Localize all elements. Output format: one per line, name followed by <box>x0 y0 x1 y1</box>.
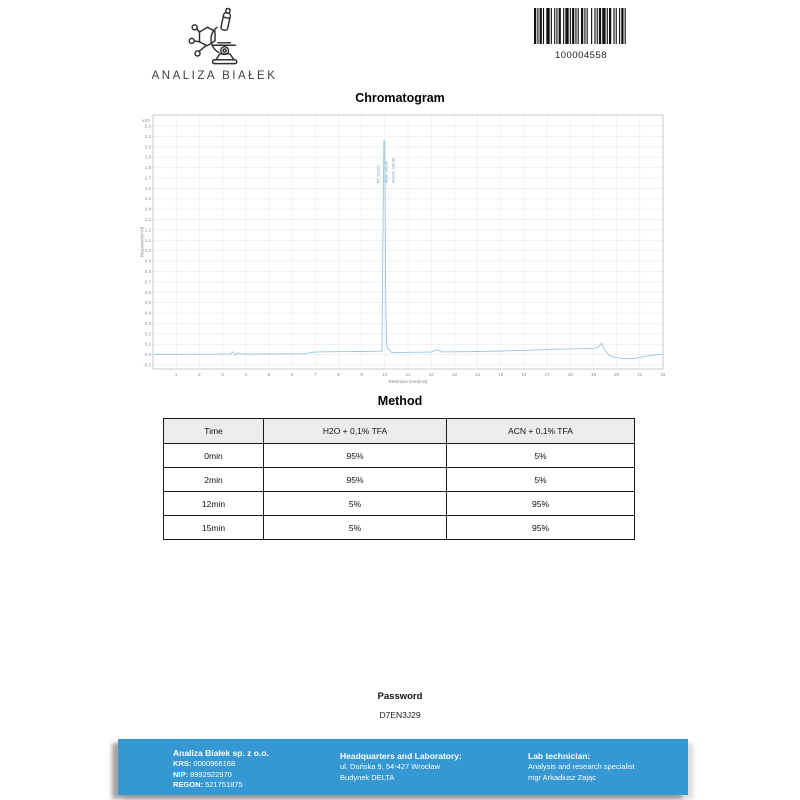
table-row <box>164 492 635 516</box>
footer-company-name: Analiza Białek sp. z o.o. <box>173 748 269 758</box>
svg-text:2: 2 <box>198 372 201 377</box>
svg-text:16: 16 <box>521 372 527 377</box>
footer-technician-block <box>528 750 635 783</box>
table-row <box>164 444 635 468</box>
cell-h2o: 95% <box>264 444 447 468</box>
svg-text:0.5: 0.5 <box>144 300 151 306</box>
microscope-molecule-icon <box>184 6 246 68</box>
svg-text:0.4: 0.4 <box>144 310 151 316</box>
svg-text:12: 12 <box>428 372 434 377</box>
svg-text:0.9: 0.9 <box>144 258 151 264</box>
svg-text:22: 22 <box>660 372 666 377</box>
footer-address-line2: Budynek DELTA <box>340 772 395 782</box>
barcode-number: 100004558 <box>554 50 608 61</box>
svg-text:11: 11 <box>405 372 411 377</box>
table-row <box>164 516 635 540</box>
regon-label: REGON: <box>173 780 203 789</box>
cell-h2o: 5% <box>264 492 447 516</box>
svg-text:1.6: 1.6 <box>144 185 151 191</box>
svg-text:0.7: 0.7 <box>144 279 151 285</box>
cell-h2o: 5% <box>264 516 447 540</box>
svg-text:1.9: 1.9 <box>144 154 151 160</box>
svg-text:4: 4 <box>244 372 247 377</box>
svg-text:-0.1: -0.1 <box>143 362 151 368</box>
method-table <box>163 418 635 540</box>
svg-text:3: 3 <box>221 372 224 377</box>
footer-krs-line <box>173 759 269 770</box>
nip-label: NIP: <box>173 769 188 779</box>
footer-address-block <box>340 750 462 783</box>
footer-technician-line1: Analysis and research specialist <box>528 762 635 771</box>
footer-address-title: Headquarters and Laboratory: <box>340 751 462 761</box>
svg-text:1.2: 1.2 <box>144 227 151 233</box>
svg-text:20: 20 <box>614 372 620 377</box>
cell-time: 15min <box>164 516 264 540</box>
col-header-acn: ACN + 0,1% TFA <box>447 419 635 444</box>
password-section <box>0 691 800 720</box>
cell-acn: 5% <box>447 468 635 492</box>
svg-text:1.7: 1.7 <box>144 175 151 181</box>
cell-time: 2min <box>164 468 264 492</box>
svg-text:0.6: 0.6 <box>144 289 151 295</box>
regon-value: 521751875 <box>203 780 243 789</box>
footer-address-line1: ul. Duńska 9, 54-427 Wrocław <box>340 762 440 771</box>
svg-text:0.3: 0.3 <box>144 320 151 326</box>
logo-wordmark: ANALIZA BIAŁEK <box>151 70 278 82</box>
footer <box>118 739 688 795</box>
svg-text:2.1: 2.1 <box>144 133 151 139</box>
svg-text:14: 14 <box>475 372 481 377</box>
footer-regon-line <box>173 780 269 791</box>
svg-text:8: 8 <box>337 372 340 377</box>
barcode-block <box>531 8 631 61</box>
chromatogram-title: Chromatogram <box>355 91 445 105</box>
svg-text:Response[mAU]: Response[mAU] <box>140 226 145 258</box>
footer-nip-line <box>173 770 269 781</box>
svg-text:1.1: 1.1 <box>144 237 151 243</box>
svg-text:15: 15 <box>498 372 504 377</box>
svg-text:13: 13 <box>451 372 457 377</box>
cell-acn: 95% <box>447 492 635 516</box>
svg-text:Area%: 100.00: Area%: 100.00 <box>391 157 396 183</box>
svg-text:19: 19 <box>590 372 596 377</box>
chromatogram-chart <box>140 110 670 395</box>
svg-text:1.3: 1.3 <box>144 217 151 223</box>
svg-text:18: 18 <box>567 372 573 377</box>
svg-text:1.4: 1.4 <box>144 206 151 212</box>
cell-time: 0min <box>164 444 264 468</box>
svg-text:x10¹: x10¹ <box>142 118 151 123</box>
svg-text:0.2: 0.2 <box>144 331 151 337</box>
cell-time: 12min <box>164 492 264 516</box>
svg-text:21: 21 <box>637 372 643 377</box>
svg-text:Retention time[min]: Retention time[min] <box>388 379 428 384</box>
svg-text:17: 17 <box>544 372 550 377</box>
cell-acn: 95% <box>447 516 635 540</box>
krs-value: 0000966168 <box>191 759 236 768</box>
password-label: Password <box>377 691 423 702</box>
svg-text:5: 5 <box>267 372 271 377</box>
svg-text:RT 10.023: RT 10.023 <box>376 165 381 183</box>
svg-text:2.2: 2.2 <box>144 123 151 129</box>
barcode <box>534 8 628 44</box>
nip-value: 8992922970 <box>188 769 232 779</box>
svg-text:0.0: 0.0 <box>144 352 151 358</box>
svg-text:Area: 100.00: Area: 100.00 <box>384 161 389 183</box>
cell-h2o: 95% <box>264 468 447 492</box>
footer-technician-line2: mgr Arkadiusz Zając <box>528 772 596 782</box>
svg-text:1.5: 1.5 <box>144 196 151 202</box>
company-logo <box>132 6 297 82</box>
col-header-time: Time <box>164 419 264 444</box>
svg-text:1: 1 <box>174 372 178 377</box>
method-title: Method <box>377 394 423 408</box>
svg-text:0.8: 0.8 <box>144 268 151 274</box>
password-value: D7EN3J29 <box>379 710 421 720</box>
svg-text:0.1: 0.1 <box>144 341 151 347</box>
col-header-h2o: H2O + 0,1% TFA <box>264 419 447 444</box>
svg-text:7: 7 <box>314 372 317 377</box>
footer-company-block <box>173 747 269 791</box>
svg-text:9: 9 <box>360 372 363 377</box>
svg-text:2.0: 2.0 <box>144 144 151 150</box>
footer-technician-title: Lab technician: <box>528 751 591 761</box>
cell-acn: 5% <box>447 444 635 468</box>
krs-label: KRS: <box>173 759 192 768</box>
table-row <box>164 468 635 492</box>
svg-text:10: 10 <box>382 372 388 377</box>
method-table-header-row <box>164 419 635 444</box>
svg-text:1.0: 1.0 <box>144 248 151 254</box>
svg-text:1.8: 1.8 <box>144 165 151 171</box>
svg-text:6: 6 <box>290 372 294 377</box>
